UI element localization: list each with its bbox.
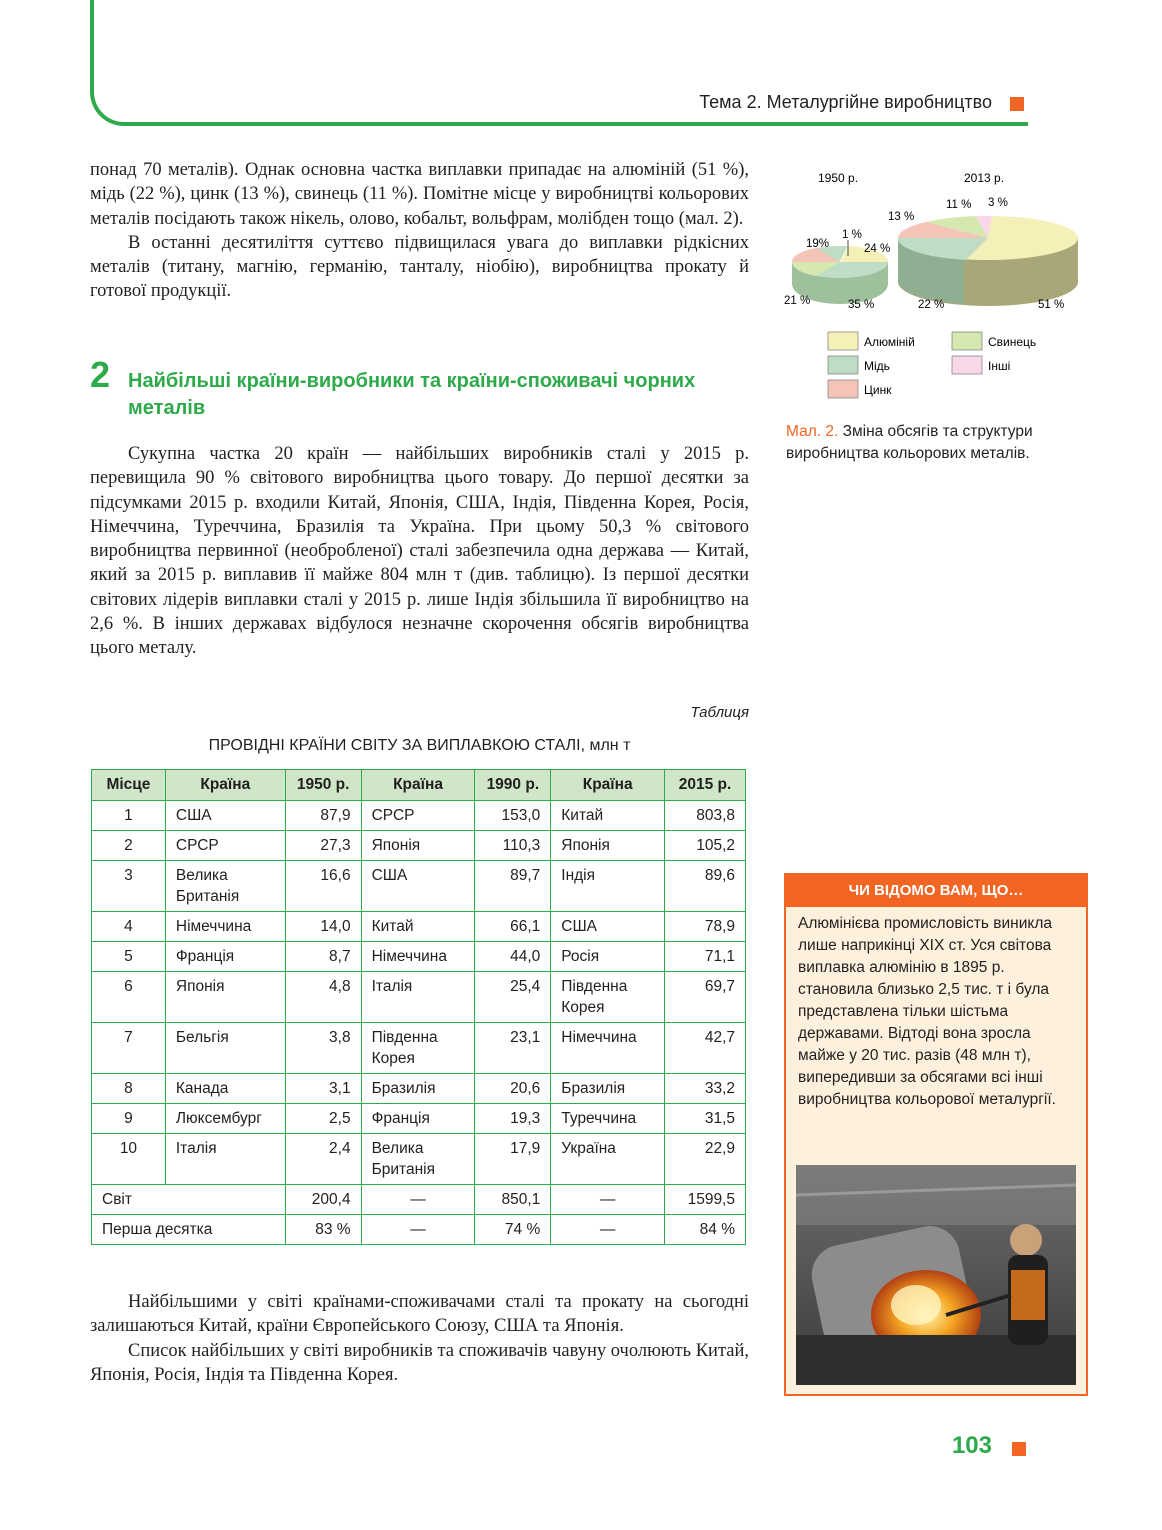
pie-year-label-1950: 1950 р. bbox=[818, 171, 859, 185]
page-header-title: Тема 2. Металургійне виробництво bbox=[699, 92, 992, 112]
legend-swatch-lead bbox=[952, 332, 982, 350]
table-cell-value: 42,7 bbox=[665, 1023, 746, 1074]
legend-swatch-zinc bbox=[828, 380, 858, 398]
table-row-world bbox=[92, 1185, 746, 1215]
fact-box-text: Алюмінієва промисловість виникла лише наприкінці XIX ст. Уся світова виплавка алюмінію в 1895 р. становила близько 2,5 тис. т і була представлена тільки шістьма державами. Відтоді вона зросла майже у 20 тис. разів (48 млн т), випередивши за обсягами всі інші виробництва кольорової металургії. bbox=[798, 915, 1056, 1108]
table-cell-value: 19,3 bbox=[475, 1104, 551, 1134]
figure-label: Мал. 2. bbox=[786, 423, 839, 440]
table-cell-value: 31,5 bbox=[665, 1104, 746, 1134]
header-country-2015: Країна bbox=[551, 770, 665, 801]
table-cell-value: 17,9 bbox=[475, 1134, 551, 1185]
table-cell-value: 105,2 bbox=[665, 831, 746, 861]
table-cell-value: 850,1 bbox=[475, 1185, 551, 1215]
table-cell-country: США bbox=[361, 861, 475, 912]
legend-label-other: Інші bbox=[988, 359, 1011, 373]
table-cell-value: 20,6 bbox=[475, 1074, 551, 1104]
table-row bbox=[92, 1023, 746, 1074]
table-row bbox=[92, 942, 746, 972]
table-cell-country: Канада bbox=[165, 1074, 285, 1104]
table-row bbox=[92, 1134, 746, 1185]
table-cell-value: 87,9 bbox=[285, 801, 361, 831]
table-cell-value: 23,1 bbox=[475, 1023, 551, 1074]
page-frame-corner bbox=[90, 60, 150, 126]
outro-paragraph-2: Список найбільших у світі виробників та споживачів чавуну очолюють Китай, Японія, Росія, Індія та Південна Корея. bbox=[90, 1340, 749, 1385]
header-marker bbox=[1010, 97, 1024, 111]
table-cell-value: 110,3 bbox=[475, 831, 551, 861]
table-cell-value: 14,0 bbox=[285, 912, 361, 942]
table-row bbox=[92, 861, 746, 912]
steel-table bbox=[91, 769, 746, 1245]
page-frame-line bbox=[90, 0, 94, 70]
page-number: 103 bbox=[951, 1432, 992, 1459]
table-cell-place: 5 bbox=[92, 942, 166, 972]
table-cell-place: 8 bbox=[92, 1074, 166, 1104]
page-frame-rule bbox=[148, 122, 1028, 126]
table-cell-country: СРСР bbox=[165, 831, 285, 861]
table-cell-dash: — bbox=[361, 1185, 475, 1215]
table-cell-value: 44,0 bbox=[475, 942, 551, 972]
table-cell-dash: — bbox=[361, 1215, 475, 1245]
table-cell-value: 89,6 bbox=[665, 861, 746, 912]
header-2015: 2015 р. bbox=[665, 770, 746, 801]
legend-label-zinc: Цинк bbox=[864, 383, 892, 397]
table-row bbox=[92, 972, 746, 1023]
metals-pie-chart bbox=[776, 160, 1086, 410]
table-cell-place: 6 bbox=[92, 972, 166, 1023]
pie-year-label-2013: 2013 р. bbox=[964, 171, 1005, 185]
table-cell-label: Світ bbox=[92, 1185, 286, 1215]
table-cell-value: 74 % bbox=[475, 1215, 551, 1245]
foundry-photo bbox=[796, 1165, 1076, 1385]
table-row bbox=[92, 1104, 746, 1134]
section-number: 2 bbox=[90, 354, 111, 395]
table-cell-place: 7 bbox=[92, 1023, 166, 1074]
table-cell-label: Перша десятка bbox=[92, 1215, 286, 1245]
table-cell-country: Японія bbox=[165, 972, 285, 1023]
pie-1950-label-zinc: 21 % bbox=[784, 295, 811, 307]
table-cell-value: 33,2 bbox=[665, 1074, 746, 1104]
table-row-top10 bbox=[92, 1215, 746, 1245]
table-cell-country: США bbox=[551, 912, 665, 942]
intro-paragraph-2: В останні десятиліття суттєво підвищилася увага до виплавки рідкісних металів (титану, магнію, германію, танталу, ніобію), виробництва прокату й готової продукції. bbox=[90, 232, 749, 302]
table-cell-dash: — bbox=[551, 1185, 665, 1215]
legend-label-lead: Свинець bbox=[988, 335, 1037, 349]
table-cell-value: 3,1 bbox=[285, 1074, 361, 1104]
legend-swatch-aluminium bbox=[828, 332, 858, 350]
pie-2013-label-zinc: 13 % bbox=[888, 211, 915, 223]
foundry-worker-illustration bbox=[796, 1165, 1076, 1385]
legend-swatch-other bbox=[952, 356, 982, 374]
table-label: Таблиця bbox=[690, 704, 749, 721]
table-cell-country: Південна Корея bbox=[551, 972, 665, 1023]
table-cell-value: 8,7 bbox=[285, 942, 361, 972]
legend-label-aluminium: Алюміній bbox=[864, 335, 915, 349]
table-cell-value: 78,9 bbox=[665, 912, 746, 942]
table-cell-country: Італія bbox=[165, 1134, 285, 1185]
table-cell-country: Велика Британія bbox=[361, 1134, 475, 1185]
intro-paragraph-1: понад 70 металів). Однак основна частка виплавки припадає на алюміній (51 %), мідь (22 %), цинк (13 %), свинець (11 %). Помітне місце у виробництві кольорових металів посідають також нікель, олово, кобальт, вольфрам, молібден тощо (мал. 2). bbox=[90, 160, 749, 229]
intro-text bbox=[90, 158, 749, 304]
table-cell-value: 3,8 bbox=[285, 1023, 361, 1074]
table-cell-country: Бельгія bbox=[165, 1023, 285, 1074]
table-cell-country: Франція bbox=[165, 942, 285, 972]
legend-label-copper: Мідь bbox=[864, 359, 890, 373]
header-1950: 1950 р. bbox=[285, 770, 361, 801]
table-cell-value: 25,4 bbox=[475, 972, 551, 1023]
table-cell-value: 16,6 bbox=[285, 861, 361, 912]
table-cell-country: Люксембург bbox=[165, 1104, 285, 1134]
table-cell-value: 27,3 bbox=[285, 831, 361, 861]
table-header-row bbox=[92, 770, 746, 801]
table-cell-country: Україна bbox=[551, 1134, 665, 1185]
table-cell-country: СРСР bbox=[361, 801, 475, 831]
pie-2013-label-other: 3 % bbox=[988, 197, 1008, 209]
header-country-1950: Країна bbox=[165, 770, 285, 801]
figure-caption-text: Зміна обсягів та структури виробництва кольорових металів. bbox=[786, 423, 1033, 462]
legend-swatch-copper bbox=[828, 356, 858, 374]
chart-legend bbox=[828, 332, 1036, 398]
table-title: ПРОВІДНІ КРАЇНИ СВІТУ ЗА ВИПЛАВКОЮ СТАЛІ, млн т bbox=[208, 737, 631, 754]
table-row bbox=[92, 801, 746, 831]
table-cell-value: 22,9 bbox=[665, 1134, 746, 1185]
table-cell-value: 66,1 bbox=[475, 912, 551, 942]
outro-paragraph-1: Найбільшими у світі країнами-споживачами сталі та прокату на сьогодні залишаються Китай, країни Європейського Союзу, США та Японія. bbox=[90, 1292, 749, 1337]
table-row bbox=[92, 912, 746, 942]
table-cell-value: 153,0 bbox=[475, 801, 551, 831]
table-cell-country: Росія bbox=[551, 942, 665, 972]
table-cell-place: 1 bbox=[92, 801, 166, 831]
pie-1950-label-aluminium: 24 % bbox=[864, 243, 891, 255]
section-paragraph-1: Сукупна частка 20 країн — найбільших виробників сталі у 2015 р. перевищила 90 % світового виробництва цього товару. До першої десятки за підсумками 2015 р. входили Китай, Японія, США, Індія, Південна Корея, Росія, Німеччина, Туреччина, Бразилія та Україна. При цьому 50,3 % світового виробництва первинної (необробленої) сталі забезпечила одна держава — Китай, який за 2015 р. виплавив її майже 804 млн т (див. таблицю). Із першої десятки світових лідерів виплавки сталі у 2015 р. лише Індія збільшила її виробництво на 2,6 %. В інших державах відбулося незначне скорочення обсягів виробництва цього металу. bbox=[90, 444, 749, 659]
table-row bbox=[92, 831, 746, 861]
table-cell-value: 4,8 bbox=[285, 972, 361, 1023]
table-cell-country: Туреччина bbox=[551, 1104, 665, 1134]
fact-box bbox=[784, 873, 1088, 1396]
table-cell-country: Китай bbox=[551, 801, 665, 831]
pie-2013-label-aluminium: 51 % bbox=[1038, 299, 1065, 311]
table-cell-value: 803,8 bbox=[665, 801, 746, 831]
table-cell-country: Бразилія bbox=[361, 1074, 475, 1104]
table-cell-country: Німеччина bbox=[165, 912, 285, 942]
table-cell-country: Франція bbox=[361, 1104, 475, 1134]
pie-2013-label-lead: 11 % bbox=[946, 199, 972, 211]
section-text bbox=[90, 442, 749, 661]
outro-text bbox=[90, 1290, 749, 1387]
table-cell-country: Японія bbox=[551, 831, 665, 861]
table-cell-country: Італія bbox=[361, 972, 475, 1023]
table-cell-country: Німеччина bbox=[551, 1023, 665, 1074]
figure-caption bbox=[786, 421, 1076, 465]
pie-1950-label-lead: 19% bbox=[806, 238, 830, 250]
section-title: Найбільші країни-виробники та країни-споживачі чорних металів bbox=[128, 370, 696, 419]
table-cell-country: Бразилія bbox=[551, 1074, 665, 1104]
table-cell-value: 69,7 bbox=[665, 972, 746, 1023]
table-row bbox=[92, 1074, 746, 1104]
pie-2013-label-copper: 22 % bbox=[918, 299, 945, 311]
table-cell-place: 9 bbox=[92, 1104, 166, 1134]
header-place: Місце bbox=[92, 770, 166, 801]
table-cell-country: Велика Британія bbox=[165, 861, 285, 912]
table-cell-country: Японія bbox=[361, 831, 475, 861]
header-1990: 1990 р. bbox=[475, 770, 551, 801]
table-cell-value: 200,4 bbox=[285, 1185, 361, 1215]
table-cell-place: 10 bbox=[92, 1134, 166, 1185]
table-cell-place: 2 bbox=[92, 831, 166, 861]
fact-box-heading: ЧИ ВІДОМО ВАМ, ЩО… bbox=[786, 875, 1086, 907]
table-cell-place: 4 bbox=[92, 912, 166, 942]
table-cell-country: Німеччина bbox=[361, 942, 475, 972]
table-cell-country: Південна Корея bbox=[361, 1023, 475, 1074]
table-cell-country: США bbox=[165, 801, 285, 831]
table-cell-country: Китай bbox=[361, 912, 475, 942]
table-cell-value: 2,5 bbox=[285, 1104, 361, 1134]
table-cell-value: 83 % bbox=[285, 1215, 361, 1245]
header-country-1990: Країна bbox=[361, 770, 475, 801]
page-number-marker bbox=[1012, 1442, 1026, 1456]
pie-2013 bbox=[898, 216, 1078, 306]
pie-1950-label-other: 1 % bbox=[842, 229, 862, 241]
pie-1950-label-copper: 35 % bbox=[848, 299, 875, 311]
table-cell-value: 89,7 bbox=[475, 861, 551, 912]
table-cell-value: 71,1 bbox=[665, 942, 746, 972]
table-cell-country: Індія bbox=[551, 861, 665, 912]
table-cell-value: 2,4 bbox=[285, 1134, 361, 1185]
table-cell-value: 1599,5 bbox=[665, 1185, 746, 1215]
table-cell-dash: — bbox=[551, 1215, 665, 1245]
table-cell-place: 3 bbox=[92, 861, 166, 912]
table-cell-value: 84 % bbox=[665, 1215, 746, 1245]
